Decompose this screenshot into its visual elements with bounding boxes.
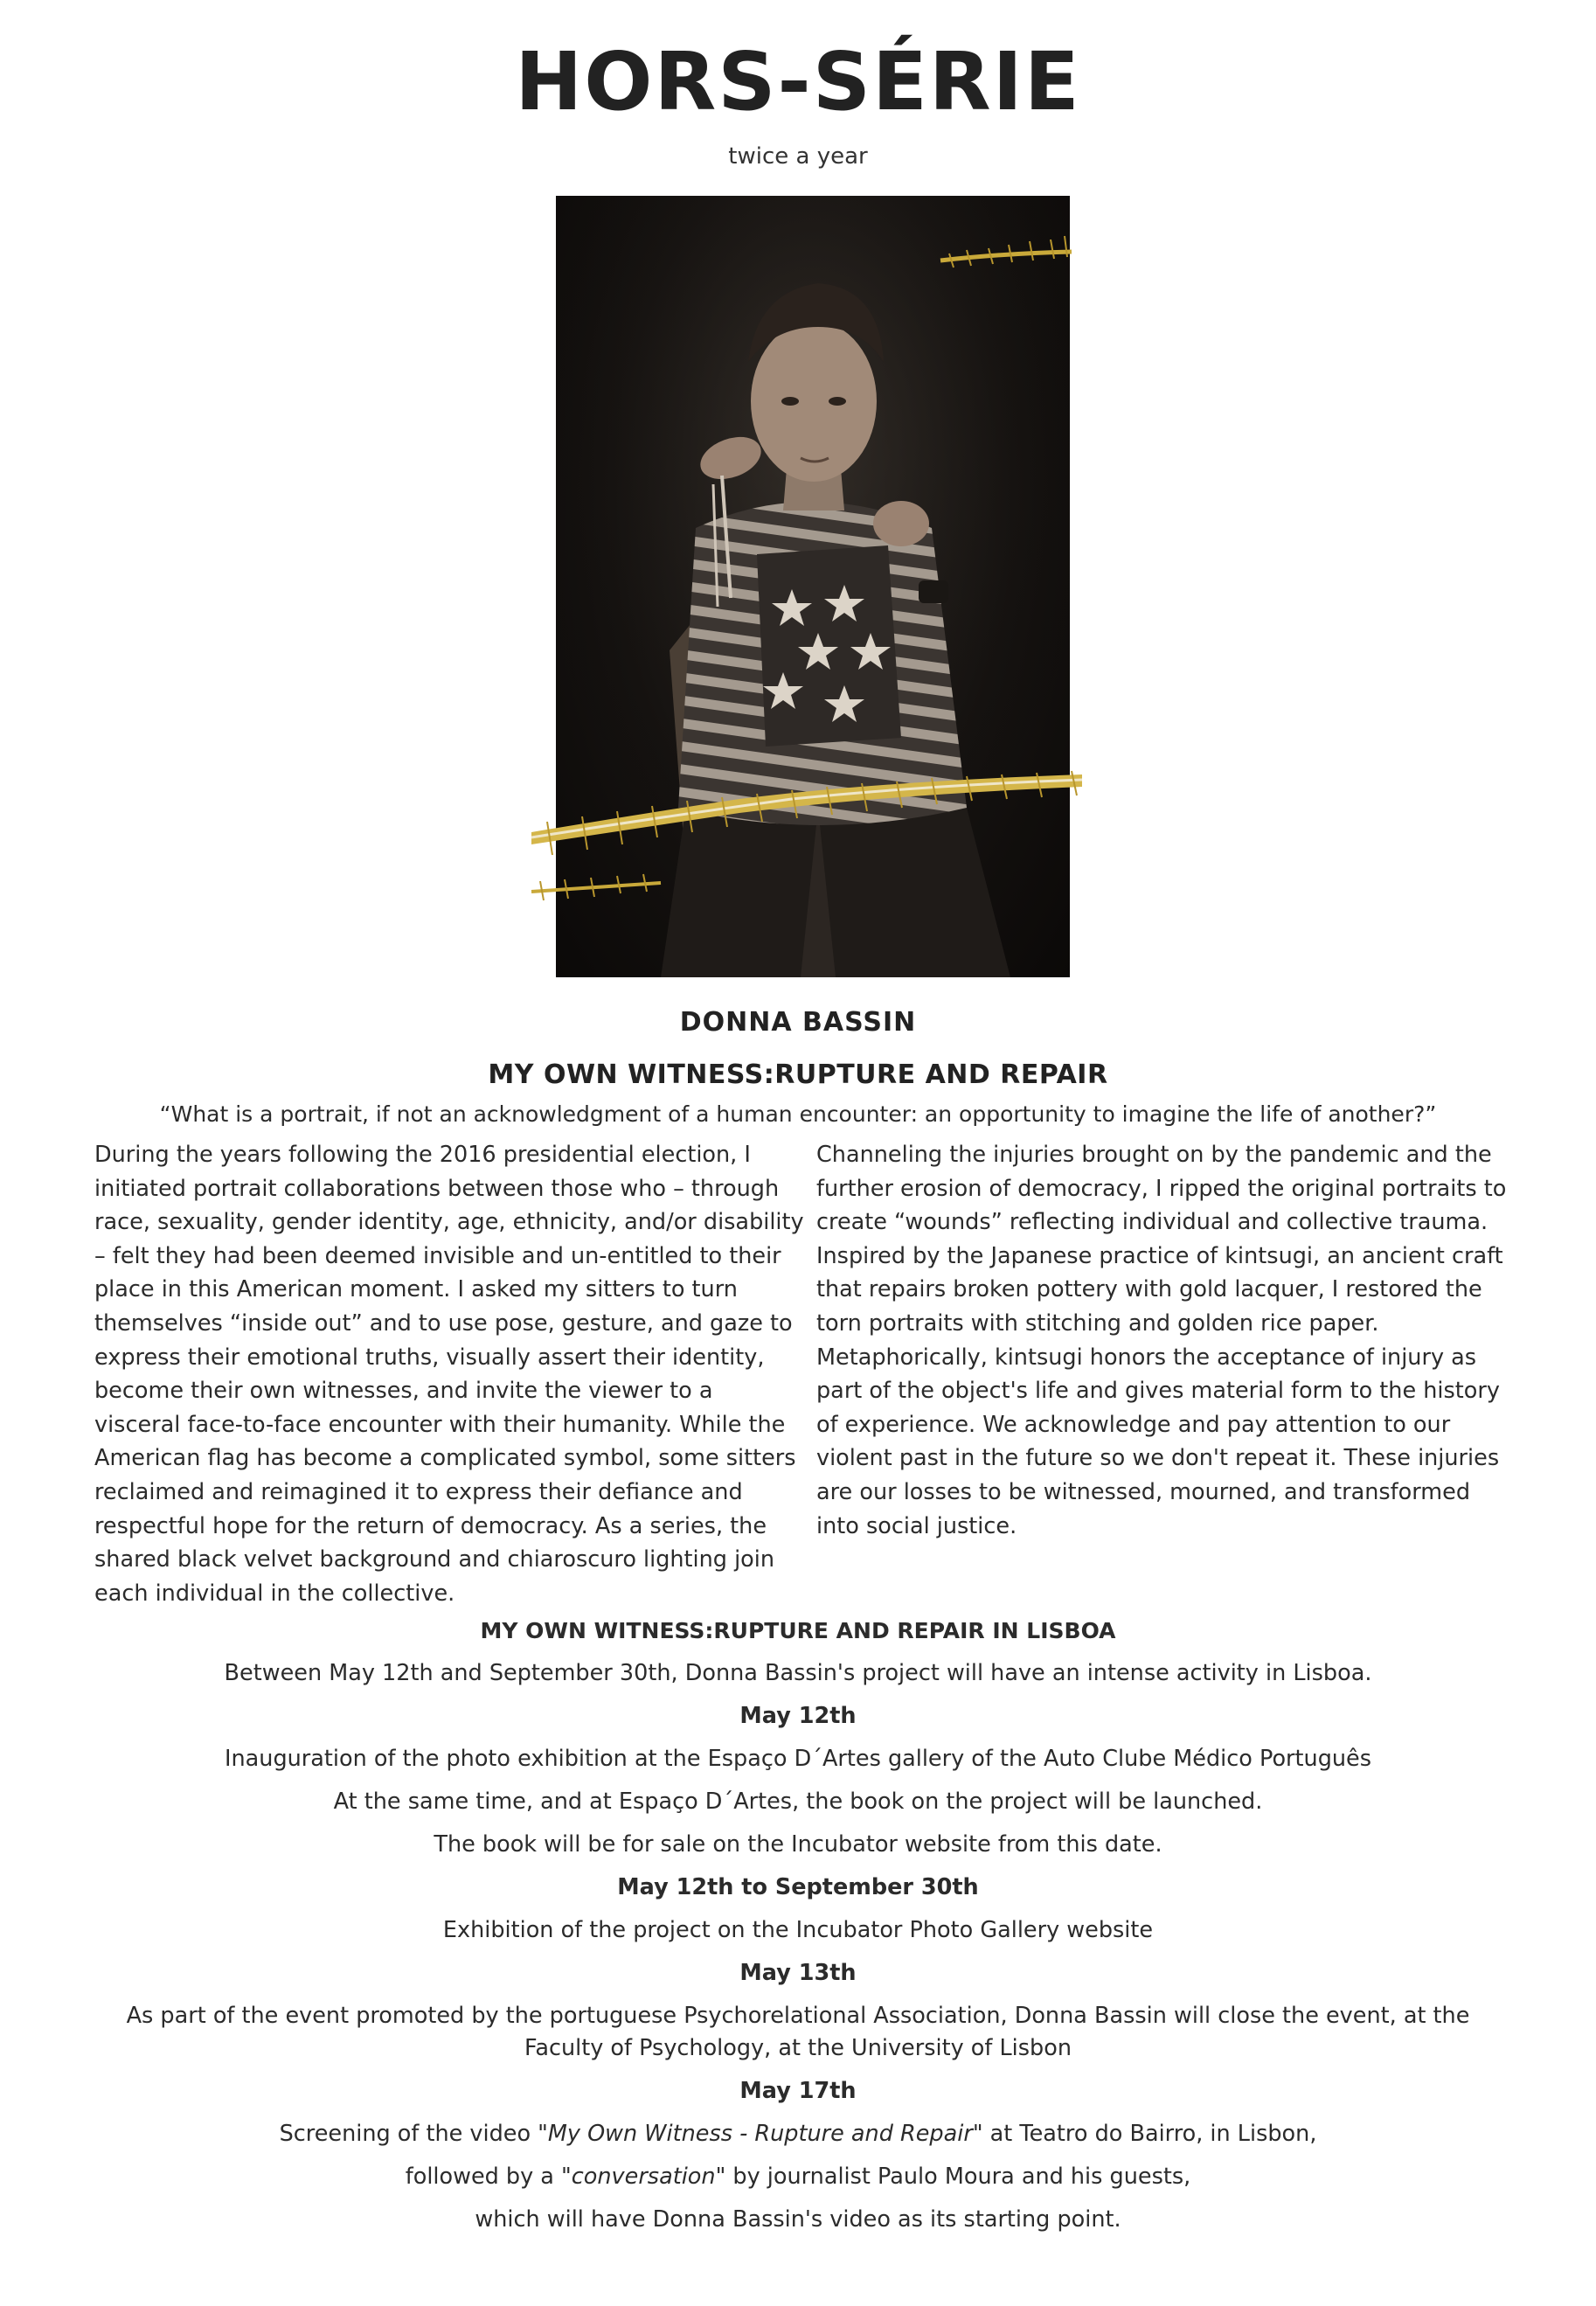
portrait-photo [530, 184, 1089, 988]
statement-column-right: Channeling the injuries brought on by the pandemic and the further erosion of democracy, I ripped the original portraits to create “wounds” reflecting individual and collective trauma. Inspired by the Japanese practice of kintsugi, an ancient craft that repairs broken pottery with gold lacquer, I restored the torn portraits with stitching and golden rice paper. Metaphorically, kintsugi honors the acceptance of injury as part of the object's life and gives material form to the history of experience. We acknowledge and pay attention to our violent past in the future so we don't repeat it. These injuries are our losses to be witnessed, mourned, and transformed into social justice. [816, 1142, 1507, 1539]
event-detail: The book will be for sale on the Incubator website from this date. [434, 1831, 1162, 1858]
conversation-emphasis: conversation [571, 2164, 716, 2190]
statement-column-left: During the years following the 2016 presidential election, I initiated portrait collaborations between those who – through race, sexuality, gender identity, age, ethnicity, and/or disability – felt they had been deemed invisible and un-entitled to their place in this American moment. I asked my sitters to turn themselves “inside out” and to use pose, gesture, and gaze to express their emotional truths, visually assert their identity, become their own witnesses, and invite the viewer to a visceral face-to-face encounter with their humanity. While the American flag has become a complicated symbol, some sitters reclaimed and reimagined it to express their defiance and respectful hope for the return of democracy. As a series, the shared black velvet background and chiaroscuro lighting join each individual in the collective. [94, 1142, 804, 1607]
project-title: MY OWN WITNESS:RUPTURE AND REPAIR [488, 1059, 1108, 1090]
event-detail: which will have Donna Bassin's video as its starting point. [475, 2206, 1121, 2233]
screening-text-post: " at Teatro do Bairro, in Lisbon, [972, 2121, 1317, 2147]
conversation-text-post: " by journalist Paulo Moura and his guests, [715, 2164, 1191, 2190]
events-title: MY OWN WITNESS:RUPTURE AND REPAIR IN LISBOA [480, 1618, 1116, 1643]
event-detail-conversation [114, 2161, 1482, 2193]
event-detail: Exhibition of the project on the Incubator Photo Gallery website [442, 1917, 1154, 1943]
events-section [114, 1615, 1482, 2247]
event-detail-screening [114, 2118, 1482, 2150]
event-detail: As part of the event promoted by the portuguese Psychorelational Association, Donna Bassin will close the event, at the Faculty of Psychology, at the University of Lisbon [126, 2003, 1470, 2061]
event-detail: Inauguration of the photo exhibition at the Espaço D´Artes gallery of the Auto Clube Médico Português [224, 1746, 1372, 1772]
gold-repair-stitches [530, 184, 1089, 988]
artist-quote: “What is a portrait, if not an acknowledgment of a human encounter: an opportunity to imagine the life of another?” [159, 1101, 1437, 1127]
artist-name: DONNA BASSIN [679, 1007, 917, 1038]
video-title: My Own Witness - Rupture and Repair [547, 2121, 973, 2147]
events-intro: Between May 12th and September 30th, Donna Bassin's project will have an intense activity in Lisboa. [224, 1660, 1372, 1686]
event-date-range: May 12th to September 30th [617, 1874, 979, 1900]
event-date-may-13: May 13th [739, 1960, 857, 1986]
event-date-may-17: May 17th [739, 2078, 857, 2104]
event-detail: At the same time, and at Espaço D´Artes, the book on the project will be launched. [333, 1789, 1263, 1815]
publication-frequency: twice a year [728, 143, 868, 170]
masthead: HORS-SÉRIE [515, 35, 1081, 128]
event-date-may-12: May 12th [739, 1703, 857, 1729]
conversation-text-pre: followed by a " [405, 2164, 572, 2190]
screening-text-pre: Screening of the video " [279, 2121, 548, 2147]
